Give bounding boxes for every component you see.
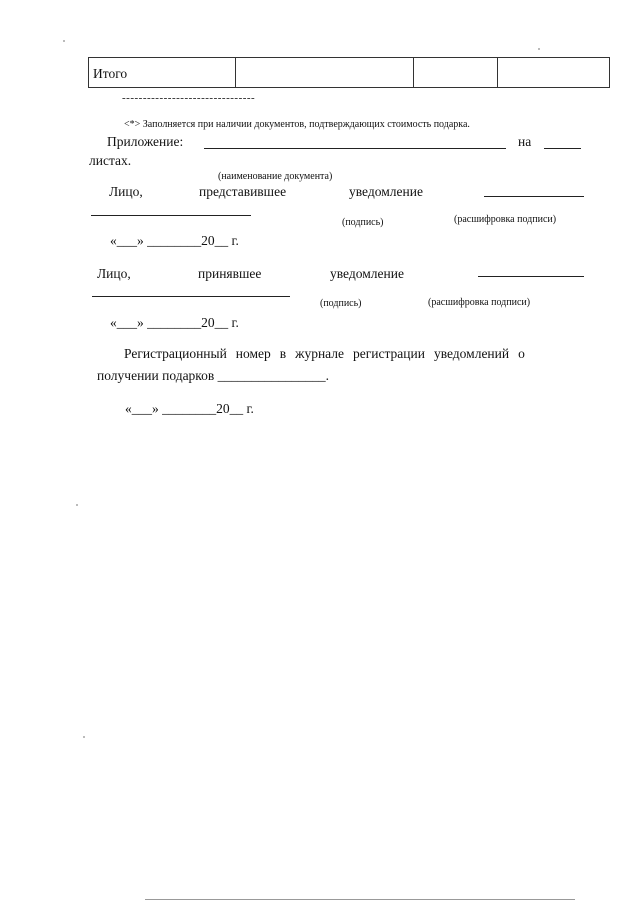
total-table-row	[88, 57, 610, 88]
attachment-label: Приложение:	[107, 134, 184, 149]
submitted-date: «___» ________20__ г.	[110, 233, 239, 248]
attachment-sheets-count-line	[544, 148, 581, 149]
accepted-name-line	[92, 296, 290, 297]
scan-edge-line	[145, 899, 575, 900]
submitted-decode-caption: (расшифровка подписи)	[454, 214, 557, 225]
total-label: Итого	[93, 66, 128, 81]
registration-text-line1: Регистрационный номер в журнале регистрации уведомлений о	[124, 346, 525, 361]
registration-text-line2: получении подарков ________________.	[97, 368, 330, 383]
scan-speck	[83, 736, 85, 738]
scan-speck	[63, 40, 65, 42]
attachment-on-label: на	[518, 134, 532, 149]
submitted-word-person: Лицо,	[109, 184, 143, 199]
accepted-signature-line	[478, 276, 584, 277]
table-cell-divider	[235, 58, 236, 87]
submitted-name-line	[91, 215, 251, 216]
submitted-word-notice: уведомление	[349, 184, 423, 199]
scan-speck	[76, 504, 78, 506]
accepted-signature-caption: (подпись)	[320, 298, 362, 309]
registration-date: «___» ________20__ г.	[125, 401, 254, 416]
attachment-sheets-label: листах.	[89, 153, 132, 168]
submitted-word-presented: представившее	[199, 184, 287, 199]
footnote-separator: --------------------------------	[122, 92, 256, 104]
footnote: <*> Заполняется при наличии документов, подтверждающих стоимость подарка.	[124, 119, 470, 130]
accepted-word-accepted: принявшее	[198, 266, 262, 281]
table-cell-divider	[497, 58, 498, 87]
accepted-word-person: Лицо,	[97, 266, 131, 281]
accepted-date: «___» ________20__ г.	[110, 315, 239, 330]
accepted-word-notice: уведомление	[330, 266, 404, 281]
accepted-decode-caption: (расшифровка подписи)	[428, 297, 531, 308]
submitted-signature-line	[484, 196, 584, 197]
table-cell-divider	[413, 58, 414, 87]
document-name-caption: (наименование документа)	[218, 171, 333, 182]
attachment-document-line	[204, 148, 506, 149]
scan-speck	[538, 48, 540, 50]
submitted-signature-caption: (подпись)	[342, 217, 384, 228]
